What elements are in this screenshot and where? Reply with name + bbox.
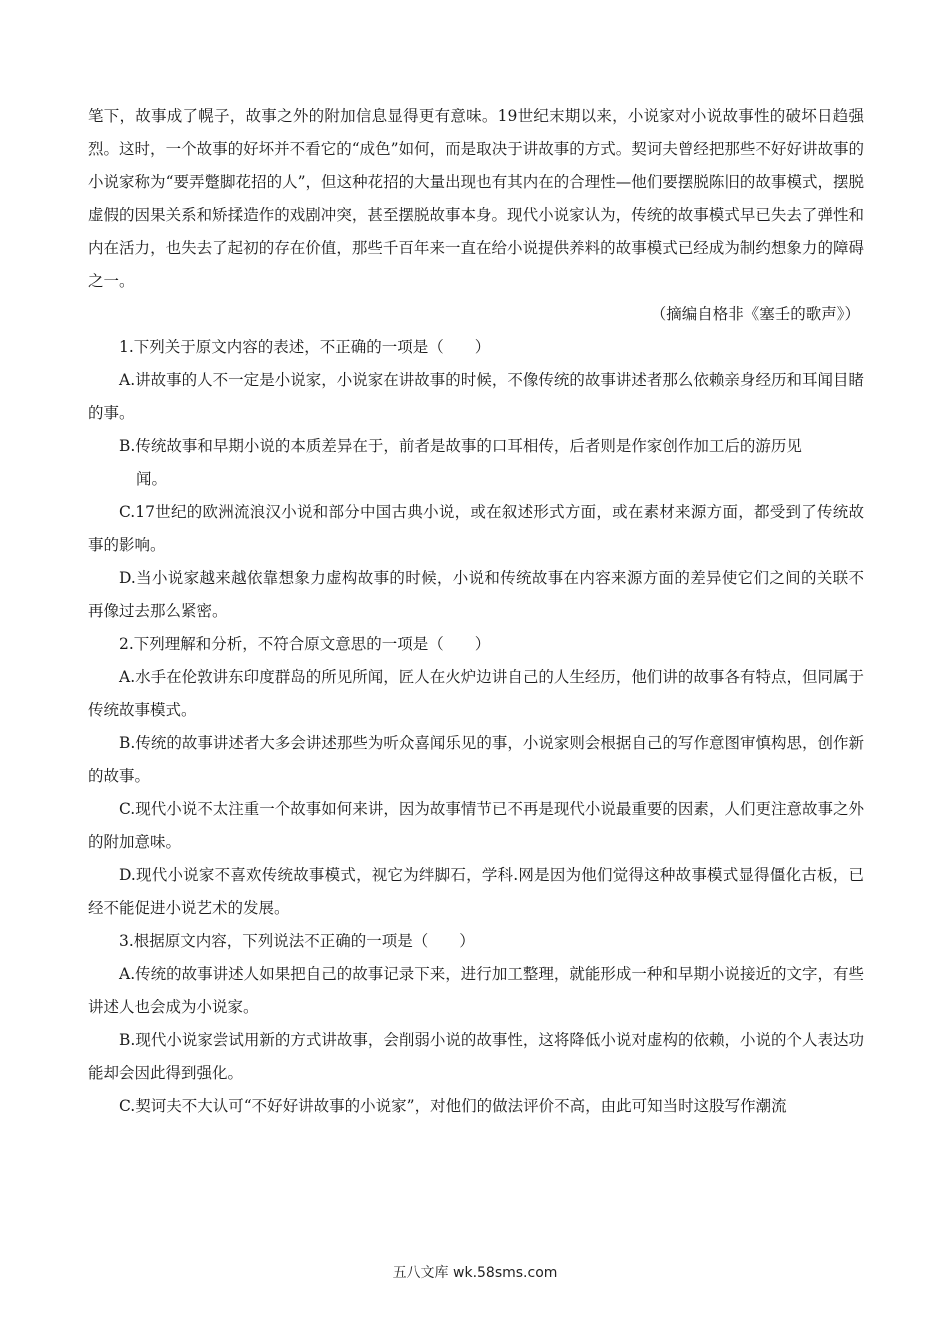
question-3-option-a: A.传统的故事讲述人如果把自己的故事记录下来，进行加工整理，就能形成一种和早期小说接近的文字，有些讲述人也会成为小说家。 [88, 965, 864, 1016]
question-1-option-b: B.传统故事和早期小说的本质差异在于，前者是故事的口耳相传，后者则是作家创作加工后的游历见 [119, 437, 802, 455]
passage-paragraph: 笔下，故事成了幌子，故事之外的附加信息显得更有意味。19世纪末期以来，小说家对小说故事性的破坏日趋强烈。这时，一个故事的好坏并不看它的“成色”如何，而是取决于讲故事的方式。契诃夫曾经把那些不好好讲故事的小说家称为“要弄蹩脚花招的人”，但这种花招的大量出现也有其内在的合理性—他们要摆脱陈旧的故事模式，摆脱虚假的因果关系和矫揉造作的戏剧冲突，甚至摆脱故事本身。现代小说家认为，传统的故事模式早已失去了弹性和内在活力，也失去了起初的存在价值，那些千百年来一直在给小说提供养料的故事模式已经成为制约想象力的障碍之一。 [88, 107, 864, 290]
question-3-option-c: C.契诃夫不大认可“不好好讲故事的小说家”，对他们的做法评价不高，由此可知当时这股写作潮流 [119, 1097, 787, 1115]
passage-source: （摘编自格非《塞壬的歌声》） [650, 305, 860, 323]
question-1-stem: 1.下列关于原文内容的表述，不正确的一项是（ ） [119, 338, 491, 356]
question-2-option-b: B.传统的故事讲述者大多会讲述那些为听众喜闻乐见的事，小说家则会根据自己的写作意图审慎构思，创作新的故事。 [88, 734, 864, 785]
question-2-stem: 2.下列理解和分析，不符合原文意思的一项是（ ） [119, 635, 491, 653]
question-2-option-d: D.现代小说家不喜欢传统故事模式，视它为绊脚石，学科.网是因为他们觉得这种故事模式显得僵化古板，已经不能促进小说艺术的发展。 [88, 866, 864, 917]
question-3-stem: 3.根据原文内容，下列说法不正确的一项是（ ） [119, 932, 475, 950]
question-2-option-a: A.水手在伦敦讲东印度群岛的所见所闻，匠人在火炉边讲自己的人生经历，他们讲的故事各有特点，但同属于传统故事模式。 [88, 668, 864, 719]
page-footer-watermark: 五八文库 wk.58sms.com [392, 1265, 558, 1281]
document-body [88, 100, 864, 1123]
question-1-option-c: C.17世纪的欧洲流浪汉小说和部分中国古典小说，或在叙述形式方面，或在素材来源方面，都受到了传统故事的影响。 [88, 503, 864, 554]
question-1-option-a: A.讲故事的人不一定是小说家，小说家在讲故事的时候，不像传统的故事讲述者那么依赖亲身经历和耳闻目睹的事。 [88, 371, 864, 422]
question-1-option-b-continued: 闻。 [136, 470, 168, 488]
question-2-option-c: C.现代小说不太注重一个故事如何来讲，因为故事情节已不再是现代小说最重要的因素，人们更注意故事之外的附加意味。 [88, 800, 864, 851]
question-3-option-b: B.现代小说家尝试用新的方式讲故事，会削弱小说的故事性，这将降低小说对虚构的依赖，小说的个人表达功能却会因此得到强化。 [88, 1031, 864, 1082]
question-1-option-d: D.当小说家越来越依靠想象力虚构故事的时候，小说和传统故事在内容来源方面的差异使它们之间的关联不再像过去那么紧密。 [88, 569, 864, 620]
